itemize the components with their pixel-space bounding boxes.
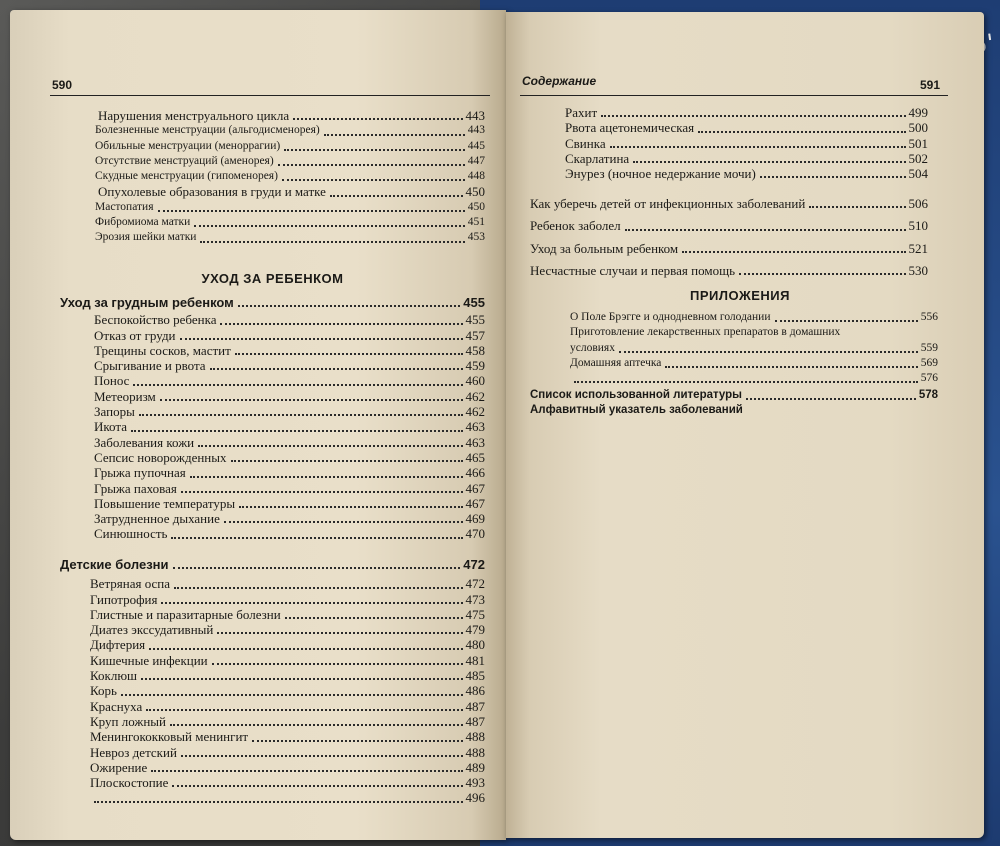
dot-leader xyxy=(284,149,465,151)
dot-leader xyxy=(141,678,462,680)
toc-entry-page: 556 xyxy=(920,311,938,323)
toc-entry xyxy=(60,714,485,729)
toc-entry xyxy=(60,496,485,511)
dot-leader xyxy=(665,366,917,368)
toc-entry xyxy=(60,622,485,637)
toc-entry-page: 459 xyxy=(465,358,485,374)
dot-leader xyxy=(601,115,905,117)
toc-entry-title: Свинка xyxy=(565,135,606,151)
dot-leader xyxy=(217,632,462,634)
toc-entry xyxy=(530,388,938,403)
toc-entry-title: Обильные менструации (меноррагии) xyxy=(95,139,281,152)
dot-leader xyxy=(180,338,463,340)
toc-entry-title: Отсутствие менструаций (аменорея) xyxy=(95,154,274,167)
toc-entry-title: Менингококковый менингит xyxy=(90,729,249,745)
toc-entry-page: 501 xyxy=(908,135,928,151)
toc-entry xyxy=(60,576,485,591)
toc-entry-page: 445 xyxy=(467,139,485,152)
toc-entry-page: 487 xyxy=(465,713,485,729)
toc-entry-page: 479 xyxy=(465,622,485,638)
toc-entry xyxy=(60,607,485,622)
toc-entry-page: 559 xyxy=(920,341,938,354)
toc-entry-page: 462 xyxy=(465,388,485,404)
dot-leader xyxy=(131,430,463,432)
section-title-child-care: УХОД ЗА РЕБЕНКОМ xyxy=(201,271,344,286)
toc-entry xyxy=(530,325,938,340)
left-page-number: 590 xyxy=(52,78,73,92)
toc-entry xyxy=(60,465,485,480)
toc-entry-page: 462 xyxy=(465,404,485,420)
toc-entry-title: Опухолевые образования в груди и матке xyxy=(98,184,326,200)
toc-entry xyxy=(530,136,928,151)
toc-entry xyxy=(60,557,485,572)
toc-entry-title: Плоскостопие xyxy=(90,775,169,791)
dot-leader xyxy=(760,176,906,178)
dot-leader xyxy=(173,567,461,569)
toc-entry-page: 450 xyxy=(465,184,485,200)
toc-entry xyxy=(60,200,485,215)
dot-leader xyxy=(238,305,461,307)
dot-leader xyxy=(220,323,462,325)
right-top-entries xyxy=(530,105,928,181)
toc-entry-page: 486 xyxy=(465,683,485,699)
toc-entry-page: 488 xyxy=(465,729,485,745)
toc-entry xyxy=(60,775,485,790)
toc-entry xyxy=(530,166,928,181)
toc-entry xyxy=(60,169,485,184)
dot-leader xyxy=(698,131,905,133)
dot-leader xyxy=(181,755,463,757)
dot-leader xyxy=(809,206,905,208)
toc-entry-title: Болезненные менструации (альгодисменорея) xyxy=(95,124,320,137)
dot-leader xyxy=(172,785,462,787)
toc-entry-page: 443 xyxy=(467,124,485,137)
toc-entry-page: 457 xyxy=(465,327,485,343)
toc-entry-page: 493 xyxy=(465,775,485,791)
toc-entry-title: О Поле Брэгге и однодневном голодании xyxy=(570,311,771,323)
toc-entry xyxy=(530,263,928,278)
toc-entry xyxy=(60,790,485,805)
toc-entry-title: Ветряная оспа xyxy=(90,576,171,592)
dot-leader xyxy=(181,491,463,493)
toc-entry-title: Отказ от груди xyxy=(94,327,176,343)
toc-entry xyxy=(60,230,485,245)
dot-leader xyxy=(224,521,463,523)
toc-entry-page: 530 xyxy=(908,262,928,278)
toc-entry xyxy=(60,481,485,496)
dot-leader xyxy=(94,801,463,803)
toc-entry-page: 463 xyxy=(465,419,485,435)
toc-entry xyxy=(60,108,485,123)
toc-entry-page: 499 xyxy=(908,105,928,120)
toc-entry xyxy=(530,371,938,386)
toc-entry-page: 485 xyxy=(465,668,485,684)
dot-leader xyxy=(739,273,905,275)
toc-entry xyxy=(530,356,938,371)
toc-entry xyxy=(60,683,485,698)
dot-leader xyxy=(161,602,462,604)
toc-entry-page: 576 xyxy=(920,372,938,385)
toc-entry xyxy=(530,196,928,211)
toc-entry-page: 521 xyxy=(908,240,928,256)
toc-entry-page: 489 xyxy=(465,759,485,775)
toc-entry-title: Детские болезни xyxy=(60,557,169,572)
toc-entry-page: 458 xyxy=(465,342,485,358)
right-header-title: Содержание xyxy=(522,74,597,88)
toc-entry-title: Повышение температуры xyxy=(94,495,236,511)
dot-leader xyxy=(210,368,463,370)
toc-entry-title: Коклюш xyxy=(90,668,138,684)
toc-entry-title: условиях xyxy=(570,341,615,354)
dot-leader xyxy=(282,179,465,181)
dot-leader xyxy=(293,118,462,120)
dot-leader xyxy=(190,476,463,478)
toc-entry-title: Срыгивание и рвота xyxy=(94,358,206,374)
toc-entry xyxy=(60,358,485,373)
toc-entry xyxy=(60,668,485,683)
toc-entry xyxy=(60,184,485,199)
toc-entry-page: 447 xyxy=(467,154,485,167)
toc-entry-page: 502 xyxy=(908,150,928,166)
toc-entry xyxy=(60,729,485,744)
toc-entry xyxy=(60,435,485,450)
dot-leader xyxy=(198,445,462,447)
toc-entry xyxy=(60,215,485,230)
toc-entry xyxy=(60,373,485,388)
toc-entry-page: 578 xyxy=(918,389,938,401)
dot-leader xyxy=(239,506,462,508)
dot-leader xyxy=(121,694,463,696)
toc-entry-title: Рахит xyxy=(565,105,598,120)
dot-leader xyxy=(160,399,463,401)
toc-entry-title: Как уберечь детей от инфекционных заболеваний xyxy=(530,196,806,211)
toc-entry-title: Нарушения менструального цикла xyxy=(98,108,290,123)
section-title-appendix: ПРИЛОЖЕНИЯ xyxy=(690,288,790,303)
dot-leader xyxy=(278,164,465,166)
toc-entry xyxy=(60,154,485,169)
toc-entry xyxy=(60,637,485,652)
toc-entry xyxy=(60,592,485,607)
toc-entry-page: 448 xyxy=(467,170,485,183)
toc-entry-title: Ребенок заболел xyxy=(530,218,621,234)
toc-entry xyxy=(60,139,485,154)
toc-entry-page: 480 xyxy=(465,637,485,653)
group-childhood-diseases xyxy=(60,557,485,806)
toc-entry xyxy=(60,328,485,343)
toc-entry-page: 455 xyxy=(463,295,485,310)
toc-entry-page: 470 xyxy=(465,526,485,542)
dot-leader xyxy=(330,195,463,197)
toc-entry-title: Грыжа пупочная xyxy=(94,465,186,481)
toc-entry-title: Метеоризм xyxy=(94,388,156,404)
toc-entry xyxy=(60,123,485,138)
toc-entry-page: 463 xyxy=(465,434,485,450)
toc-entry xyxy=(530,120,928,135)
toc-entry-title: Скудные менструации (гипоменорея) xyxy=(95,170,278,183)
toc-entry-title: Гипотрофия xyxy=(90,591,158,607)
toc-entry-title: Глистные и паразитарные болезни xyxy=(90,606,281,622)
toc-entry-title: Приготовление лекарственных препаратов в домашних xyxy=(570,326,841,339)
appendix-entries xyxy=(530,310,938,386)
toc-entry-title: Круп ложный xyxy=(90,713,167,729)
toc-entry-title: Уход за больным ребенком xyxy=(530,240,679,256)
dot-leader xyxy=(139,414,463,416)
toc-entry xyxy=(530,241,928,256)
dot-leader xyxy=(133,384,462,386)
toc-entry-page: 469 xyxy=(465,511,485,527)
toc-entry-page: 472 xyxy=(465,576,485,592)
toc-entry-title: Домашняя аптечка xyxy=(570,356,662,369)
dot-leader xyxy=(619,351,918,353)
toc-entry xyxy=(60,343,485,358)
dot-leader xyxy=(174,587,462,589)
toc-entry-title: Краснуха xyxy=(90,698,143,714)
dot-leader xyxy=(610,146,906,148)
toc-entry-title: Понос xyxy=(94,373,130,389)
toc-entry xyxy=(530,403,938,418)
right-main-entries xyxy=(530,196,928,278)
toc-entry-page: 451 xyxy=(467,216,485,229)
dot-leader xyxy=(235,353,463,355)
toc-entry-page: 475 xyxy=(465,606,485,622)
toc-entry xyxy=(530,218,928,233)
toc-entry-title: Скарлатина xyxy=(565,150,630,166)
toc-entry xyxy=(60,295,485,310)
dot-leader xyxy=(625,229,906,231)
dot-leader xyxy=(252,740,462,742)
toc-entry-page: 467 xyxy=(465,495,485,511)
dot-leader xyxy=(285,617,463,619)
dot-leader xyxy=(324,134,465,136)
toc-entry-page: 472 xyxy=(463,557,485,572)
dot-leader xyxy=(170,724,462,726)
dot-leader xyxy=(574,381,918,383)
toc-entry-title: Ожирение xyxy=(90,759,148,775)
toc-entry-page: 487 xyxy=(465,698,485,714)
toc-entry-title: Корь xyxy=(90,683,117,699)
toc-entry xyxy=(60,526,485,541)
toc-entry-title: Алфавитный указатель заболеваний xyxy=(530,404,743,417)
toc-entry-title: Невроз детский xyxy=(90,744,177,760)
toc-entry-title: Заболевания кожи xyxy=(94,434,195,450)
dot-leader xyxy=(171,537,462,539)
toc-entry-page: 453 xyxy=(467,231,485,244)
toc-entry-title: Несчастные случаи и первая помощь xyxy=(530,262,736,278)
toc-entry-title: Сепсис новорожденных xyxy=(94,449,227,465)
toc-entry-title: Кишечные инфекции xyxy=(90,652,208,668)
toc-entry xyxy=(60,653,485,668)
left-top-entries xyxy=(60,108,485,246)
toc-entry-page: 450 xyxy=(467,200,485,213)
dot-leader xyxy=(149,648,462,650)
right-page-number: 591 xyxy=(920,78,941,92)
group-infant-care xyxy=(60,295,485,542)
toc-entry xyxy=(60,419,485,434)
toc-entry-page: 504 xyxy=(908,166,928,182)
dot-leader xyxy=(633,161,905,163)
toc-entry-title: Эрозия шейки матки xyxy=(95,231,197,244)
toc-entry-title: Уход за грудным ребенком xyxy=(60,295,234,310)
toc-entry-page: 510 xyxy=(908,218,928,234)
toc-entry-page: 473 xyxy=(465,591,485,607)
toc-entry-title: Икота xyxy=(94,419,127,435)
toc-entry xyxy=(60,312,485,327)
toc-entry xyxy=(60,760,485,775)
toc-entry-title: Синюшность xyxy=(94,526,168,542)
dot-leader xyxy=(194,225,464,227)
toc-entry-title: Трещины сосков, мастит xyxy=(94,342,231,358)
toc-entry xyxy=(60,450,485,465)
toc-entry xyxy=(60,699,485,714)
toc-entry-page: 466 xyxy=(465,465,485,481)
toc-entry-title: Затрудненное дыхание xyxy=(94,511,220,527)
toc-entry xyxy=(60,745,485,760)
toc-entry-page: 465 xyxy=(465,449,485,465)
toc-entry-page: 467 xyxy=(465,480,485,496)
dot-leader xyxy=(151,770,462,772)
toc-entry-page: 506 xyxy=(908,196,928,211)
toc-entry-page: 488 xyxy=(465,744,485,760)
dot-leader xyxy=(775,320,918,322)
toc-entry xyxy=(530,151,928,166)
dot-leader xyxy=(212,663,463,665)
toc-entry-page: 500 xyxy=(908,120,928,136)
toc-entry-title: Энурез (ночное недержание мочи) xyxy=(565,166,756,182)
dot-leader xyxy=(200,241,464,243)
toc-entry xyxy=(60,389,485,404)
toc-entry xyxy=(530,341,938,356)
toc-entry-page: 443 xyxy=(465,108,485,123)
dot-leader xyxy=(231,460,463,462)
toc-entry-title: Мастопатия xyxy=(95,200,154,213)
left-header-rule xyxy=(50,95,490,96)
toc-entry-title: Список использованной литературы xyxy=(530,389,742,401)
toc-entry xyxy=(530,105,928,120)
dot-leader xyxy=(746,398,916,400)
toc-entry-title: Запоры xyxy=(94,404,135,420)
toc-entry xyxy=(60,404,485,419)
toc-entry xyxy=(60,511,485,526)
toc-entry-title: Грыжа паховая xyxy=(94,480,177,496)
toc-entry-title: Фибромиома матки xyxy=(95,216,191,229)
toc-entry-title: Дифтерия xyxy=(90,637,146,653)
toc-entry-page: 481 xyxy=(465,652,485,668)
toc-entry-page: 496 xyxy=(465,790,485,806)
toc-entry xyxy=(530,310,938,325)
dot-leader xyxy=(146,709,462,711)
closing-entries xyxy=(530,388,938,419)
toc-entry-page: 460 xyxy=(465,373,485,389)
toc-entry-title: Диатез экссудативный xyxy=(90,622,214,638)
toc-entry-title: Беспокойство ребенка xyxy=(94,312,217,328)
toc-entry-title: Рвота ацетонемическая xyxy=(565,120,695,136)
dot-leader xyxy=(158,210,465,212)
right-header-rule xyxy=(520,95,948,96)
toc-entry-page: 569 xyxy=(920,356,938,369)
toc-entry-page: 455 xyxy=(465,312,485,328)
dot-leader xyxy=(682,251,905,253)
